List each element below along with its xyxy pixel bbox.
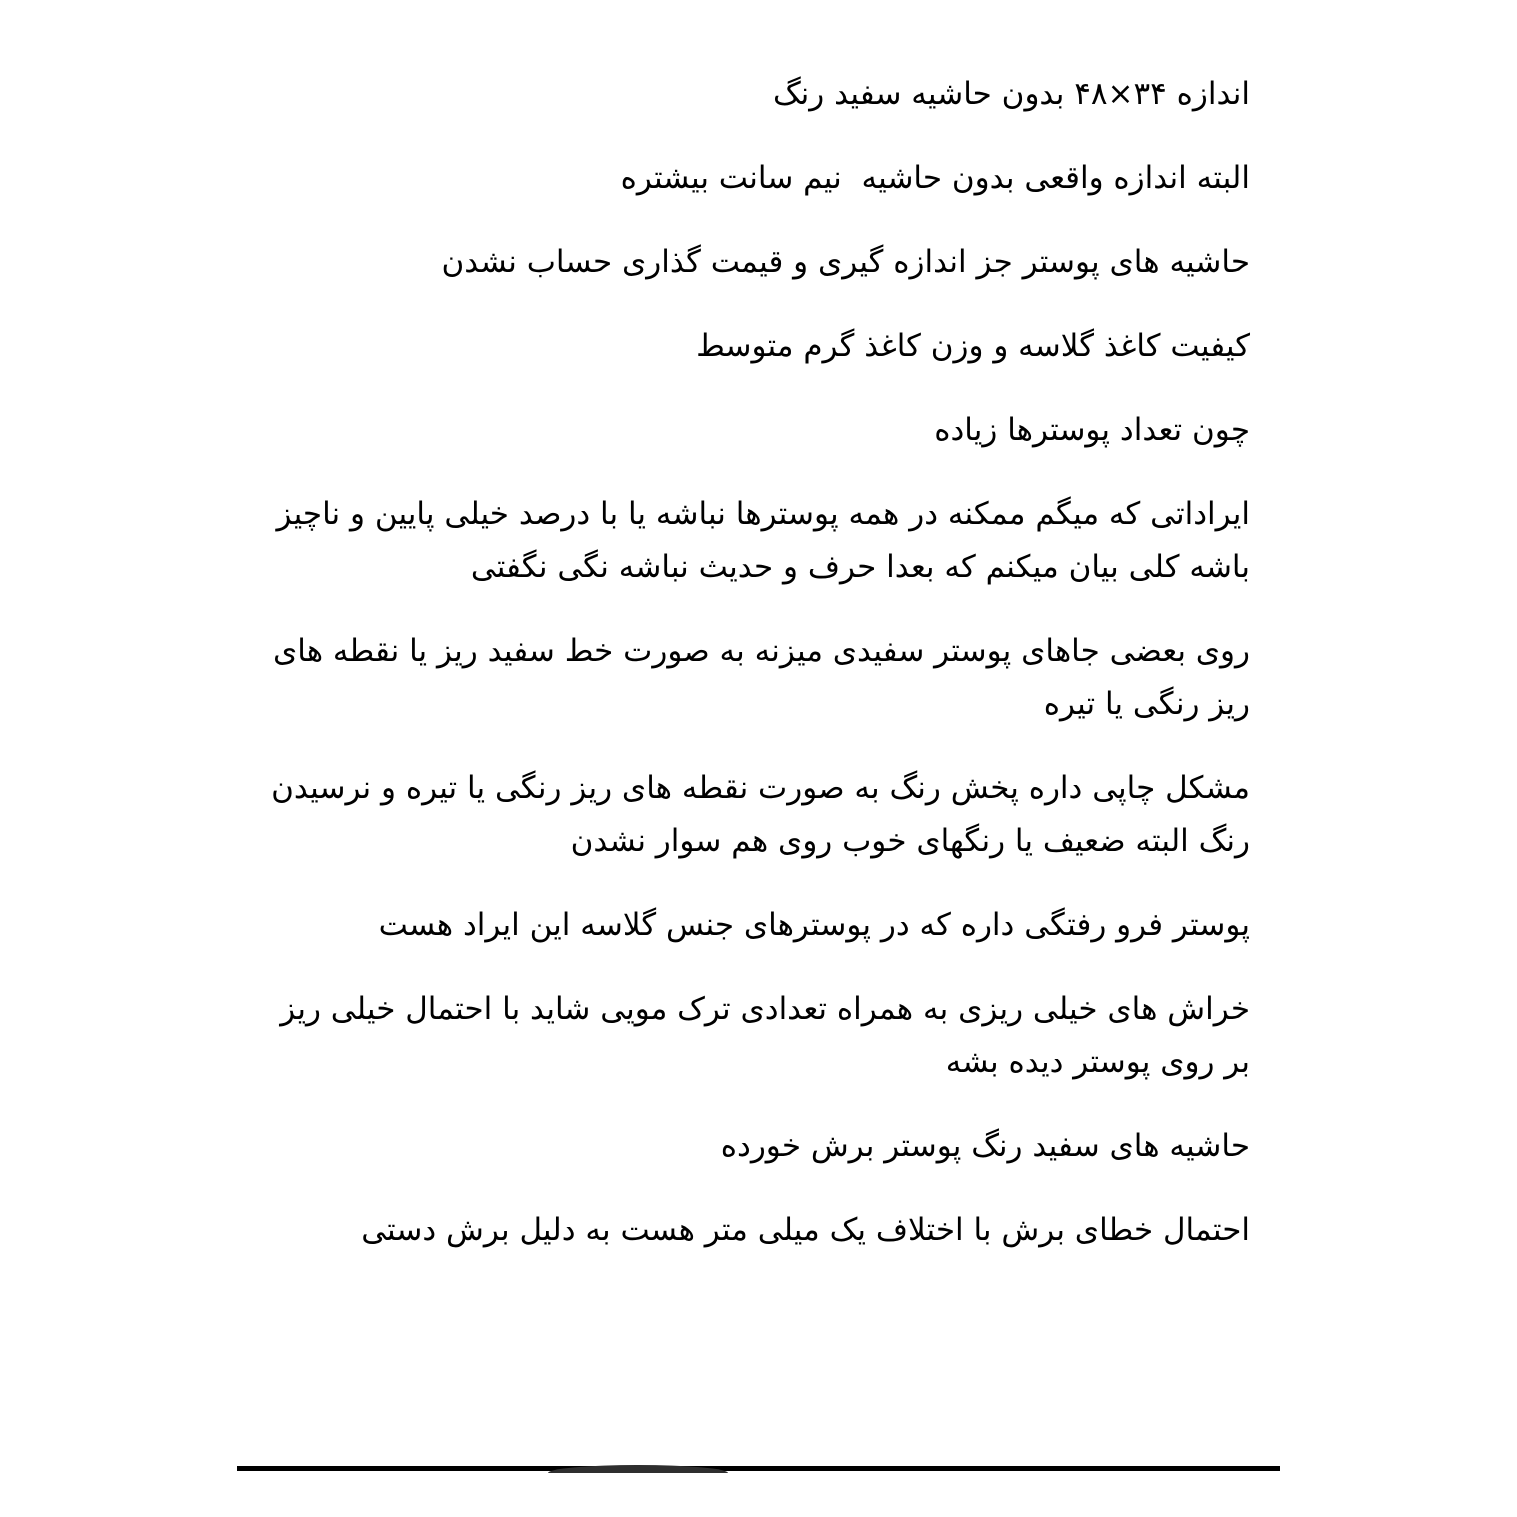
paragraph-print-issue: مشکل چاپی داره پخش رنگ به صورت نقطه های ریز رنگی یا تیره و نرسیدن رنگ البته ضعیف یا رنگهای خوب روی هم سوار نشدن (261, 770, 1250, 859)
paragraph-trimmed-margins: حاشیه های سفید رنگ پوستر برش خورده (720, 1128, 1250, 1164)
paragraph-real-size: البته اندازه واقعی بدون حاشیه نیم سانت بیشتره (620, 160, 1250, 196)
paragraph-scratches: خراش های خیلی ریزی به همراه تعدادی ترک مویی شاید با احتمال خیلی ریز بر روی پوستر دیده بشه (270, 991, 1250, 1080)
paragraph-margins: حاشیه های پوستر جز اندازه گیری و قیمت گذاری حساب نشدن (441, 244, 1250, 280)
paragraph-size: اندازه ۳۴×۴۸ بدون حاشیه سفید رنگ (772, 76, 1250, 112)
bottom-divider (237, 1466, 1280, 1471)
paragraph-defects-note: ایراداتی که میگم ممکنه در همه پوسترها نباشه یا با درصد خیلی پایین و ناچیز باشه کلی بیان میکنم که بعدا حرف و حدیث نباشه نگی نگفتی (266, 496, 1250, 585)
paragraph-dents: پوستر فرو رفتگی داره که در پوسترهای جنس گلاسه این ایراد هست (378, 907, 1250, 943)
paragraph-count: چون تعداد پوسترها زیاده (934, 412, 1250, 448)
paragraph-cut-error: احتمال خطای برش با اختلاف یک میلی متر هست به دلیل برش دستی (361, 1212, 1250, 1248)
document-body (260, 68, 1250, 1288)
paragraph-white-spots: روی بعضی جاهای پوستر سفیدی میزنه به صورت خط سفید ریز یا نقطه های ریز رنگی یا تیره (263, 633, 1250, 722)
paragraph-paper-quality: کیفیت کاغذ گلاسه و وزن کاغذ گرم متوسط (696, 328, 1250, 364)
